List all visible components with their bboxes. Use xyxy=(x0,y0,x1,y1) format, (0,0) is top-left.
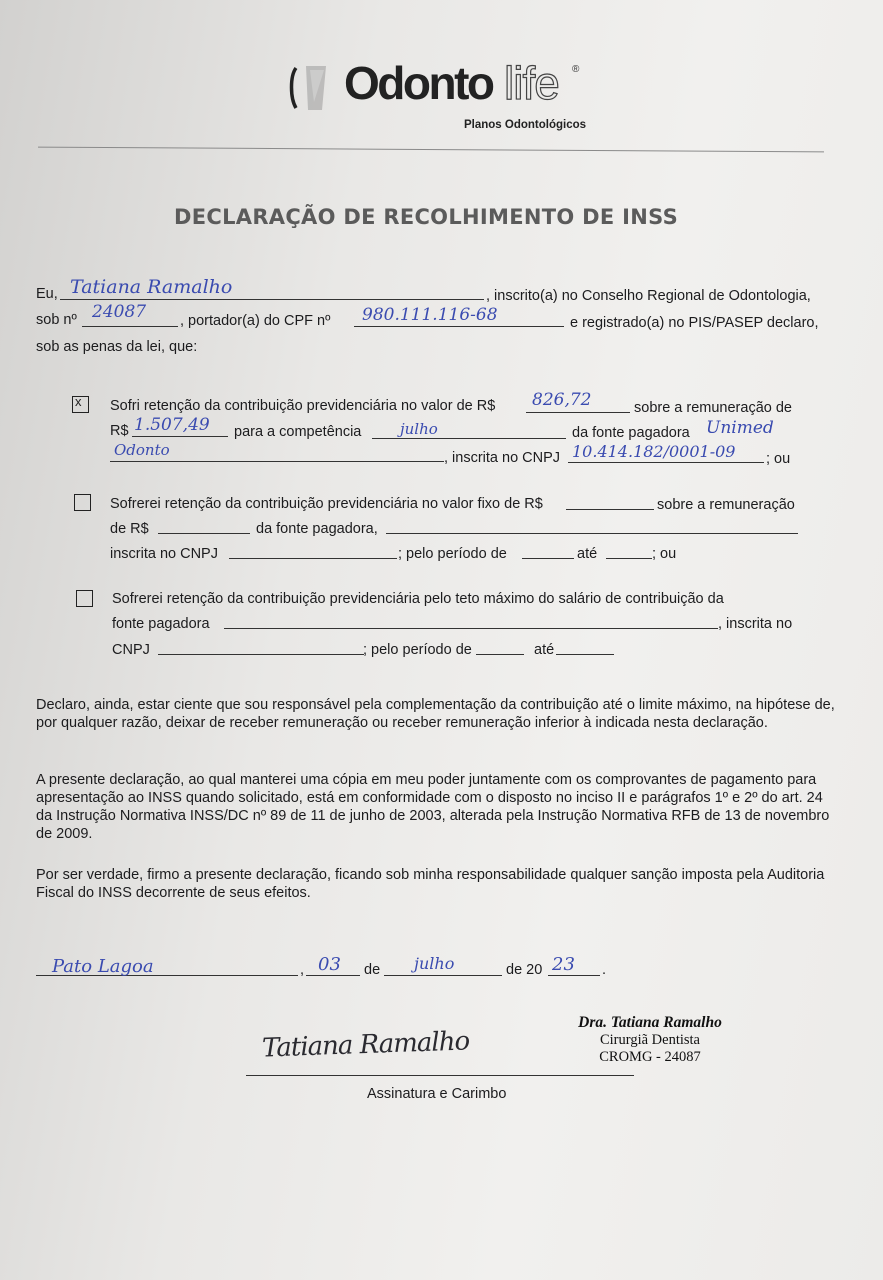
option1-fonte2: Odonto xyxy=(114,441,170,459)
option3-text5: ; pelo período de xyxy=(363,642,472,658)
option2-remuneracao-line xyxy=(158,533,250,534)
date-comma: , xyxy=(300,962,305,978)
stamp-role: Cirurgiã Dentista xyxy=(599,1032,700,1048)
intro-registrado: e registrado(a) no PIS/PASEP declaro, xyxy=(570,315,819,331)
cro-value: 24087 xyxy=(92,302,147,322)
option3-text2: fonte pagadora xyxy=(112,616,210,632)
option2-ate-line xyxy=(606,558,652,559)
option1-text5: , inscrita no CNPJ xyxy=(444,450,561,466)
month-line xyxy=(384,975,502,976)
declaration-paragraph-3: Por ser verdade, firmo a presente declaração, ficando sob minha responsabilidade qualquer sanção imposta pela Auditoria Fiscal do INSS decorrente de seus efeitos. xyxy=(36,867,825,901)
option3-ate-line xyxy=(556,654,614,655)
intro-sob: sob nº xyxy=(36,312,77,328)
option2-text6: ; pelo período de xyxy=(398,546,507,562)
logo xyxy=(288,56,588,136)
option3-checkbox[interactable] xyxy=(76,590,93,607)
logo-tooth-icon xyxy=(288,62,330,114)
day-value: 03 xyxy=(318,954,341,975)
option2-text3: de R$ xyxy=(110,521,149,537)
year-line xyxy=(548,975,600,976)
date-de1: de xyxy=(364,962,381,978)
cpf-value: 980.111.116-68 xyxy=(362,305,498,325)
option2-valor-line xyxy=(566,509,654,510)
option2-text4: da fonte pagadora, xyxy=(256,521,378,537)
intro-penas: sob as penas da lei, que: xyxy=(36,339,198,355)
option3-fonte-line xyxy=(224,628,718,629)
stamp-name: Dra. Tatiana Ramalho xyxy=(578,1014,722,1031)
option1-text6: ; ou xyxy=(766,451,791,467)
signature-handwritten: Tatiana Ramalho xyxy=(261,1026,470,1064)
logo-brand-bold: Odonto xyxy=(344,57,493,109)
city-value: Pato Lagoa xyxy=(52,956,154,977)
option2-text8: ; ou xyxy=(652,546,677,562)
option1-check-mark: x xyxy=(75,394,82,409)
intro-portador: , portador(a) do CPF nº xyxy=(180,313,331,329)
intro-eu: Eu, xyxy=(36,286,58,302)
name-value: Tatiana Ramalho xyxy=(70,276,233,298)
option1-fonte1: Unimed xyxy=(706,418,774,438)
option3-periodo-line xyxy=(476,654,524,655)
option1-cnpj: 10.414.182/0001-09 xyxy=(572,442,736,461)
stamp-cro: CROMG - 24087 xyxy=(599,1049,701,1065)
page-title: DECLARAÇÃO DE RECOLHIMENTO DE INSS xyxy=(174,205,678,229)
option1-competencia-line xyxy=(372,438,566,439)
option1-remuneracao: 1.507,49 xyxy=(134,415,210,435)
logo-registered: ® xyxy=(572,64,580,75)
signature-caption: Assinatura e Carimbo xyxy=(367,1086,507,1102)
option2-fonte-line xyxy=(386,533,798,534)
option1-text3: para a competência xyxy=(234,424,362,440)
option1-fonte-line xyxy=(110,461,444,462)
intro-inscrito: , inscrito(a) no Conselho Regional de Odontologia, xyxy=(486,288,811,304)
name-line xyxy=(60,299,484,300)
cpf-line xyxy=(354,326,564,327)
option1-valor: 826,72 xyxy=(532,390,592,410)
month-value: julho xyxy=(414,954,455,973)
option3-text1: Sofrerei retenção da contribuição previdenciária pelo teto máximo do salário de contribuição da xyxy=(112,591,724,607)
option2-text7: até xyxy=(577,546,598,562)
day-line xyxy=(306,975,360,976)
option1-text4: da fonte pagadora xyxy=(572,425,690,441)
logo-tagline: Planos Odontológicos xyxy=(464,119,587,131)
option1-cnpj-line xyxy=(568,462,764,463)
option3-text6: até xyxy=(534,642,555,658)
logo-brand-light: life xyxy=(504,57,559,109)
header-divider xyxy=(38,147,824,153)
option2-text2: sobre a remuneração xyxy=(657,497,795,513)
cro-line xyxy=(82,326,178,327)
option1-competencia: julho xyxy=(400,420,438,438)
option1-remuneracao-line xyxy=(132,436,228,437)
option1-checkbox[interactable] xyxy=(72,396,89,413)
option2-checkbox[interactable] xyxy=(74,494,91,511)
date-dot: . xyxy=(602,962,607,978)
stamp xyxy=(560,1014,740,1066)
option1-text1: Sofri retenção da contribuição previdenciária no valor de R$ xyxy=(110,398,496,414)
option1-valor-line xyxy=(526,412,630,413)
option2-text1: Sofrerei retenção da contribuição previdenciária no valor fixo de R$ xyxy=(110,496,543,512)
option2-text5: inscrita no CNPJ xyxy=(110,546,218,562)
signature-line xyxy=(246,1075,634,1076)
option2-periodo-line xyxy=(522,558,574,559)
option3-text4: CNPJ xyxy=(112,642,150,658)
option2-cnpj-line xyxy=(229,558,397,559)
declaration-paragraph-1: Declaro, ainda, estar ciente que sou responsável pela complementação da contribuição até o limite máximo, na hipótese de, por qualquer razão, deixar de receber remuneração ou receber remuneração inferior à indicada nesta declaração. xyxy=(36,697,835,731)
date-de-year: de 20 xyxy=(506,962,543,978)
year-value: 23 xyxy=(552,954,575,975)
option1-text2: sobre a remuneração de xyxy=(634,400,792,416)
option1-rs: R$ xyxy=(110,423,129,439)
option3-cnpj-line xyxy=(158,654,364,655)
option3-text3: , inscrita no xyxy=(718,616,793,632)
declaration-paragraph-2: A presente declaração, ao qual manterei uma cópia em meu poder juntamente com os comprovantes de pagamento para apresentação ao INSS quando solicitado, está em conformidade com o disposto no inciso II e parágrafos 1º e 2º do art. 24 da Instrução Normativa INSS/DC nº 89 de 11 de junho de 2003, alterada pela Instrução Normativa RFB de 13 de novembro de 2009. xyxy=(36,772,830,842)
